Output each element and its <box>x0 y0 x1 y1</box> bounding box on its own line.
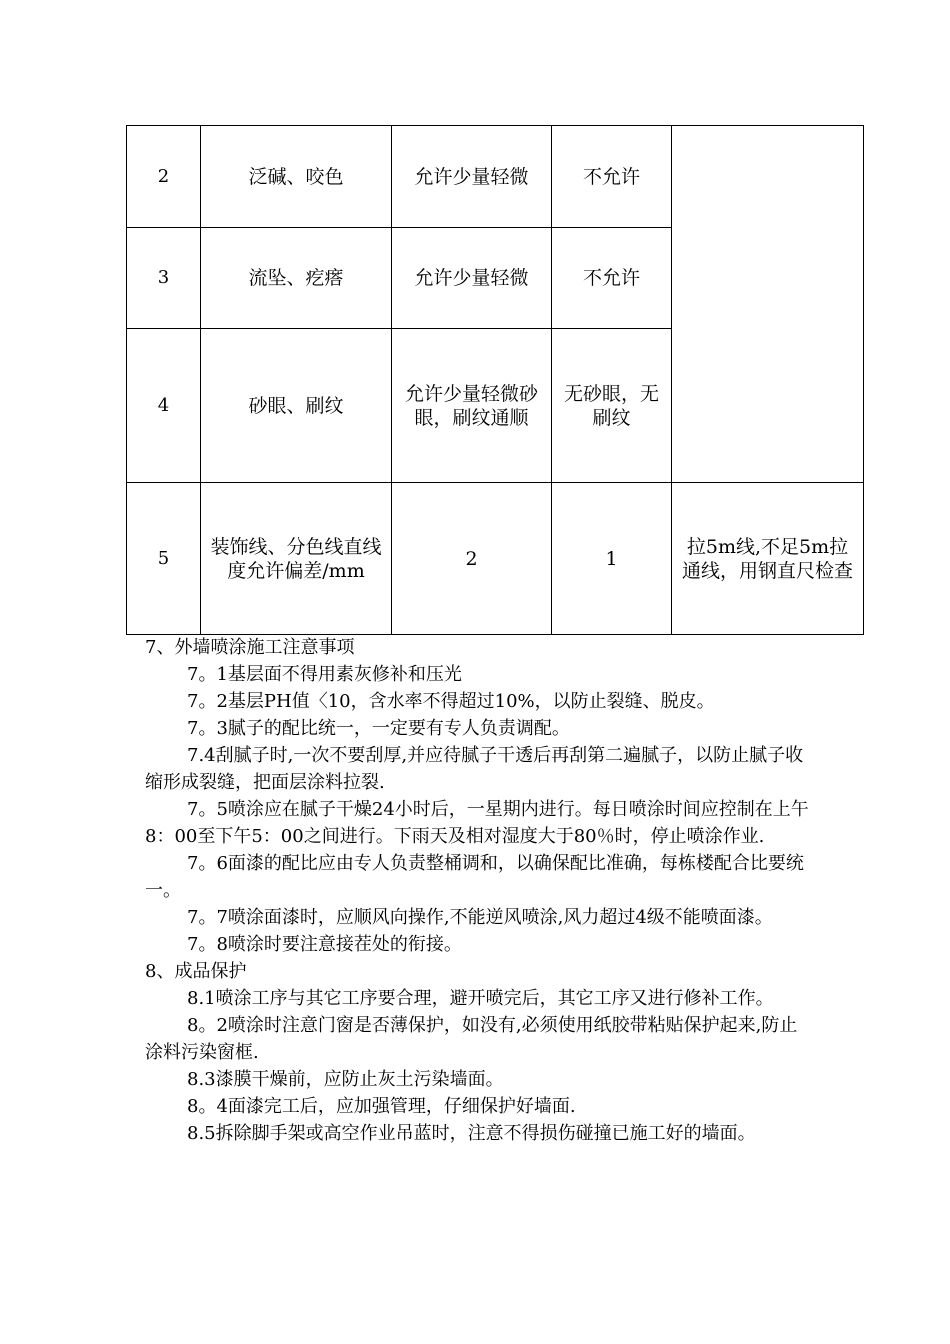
paragraph: 7。7喷涂面漆时，应顺风向操作,不能逆风喷涂,风力超过4级不能喷面漆。 <box>187 907 773 928</box>
paragraph: 8.5拆除脚手架或高空作业吊蓝时，注意不得损伤碰撞已施工好的墙面。 <box>187 1123 756 1144</box>
item-name: 流坠、疙瘩 <box>201 228 392 329</box>
paragraph: 7。3腻子的配比统一，一定要有专人负责调配。 <box>187 718 570 739</box>
row-number: 5 <box>127 483 201 635</box>
table-row <box>127 126 864 228</box>
inspection-method: 拉5m线,不足5m拉通线，用钢直尺检查 <box>672 483 864 635</box>
paragraph: 7。2基层PH值〈10，含水率不得超过10%，以防止裂缝、脱皮。 <box>187 691 715 712</box>
row-number: 2 <box>127 126 201 228</box>
paragraph: 7。8喷涂时要注意接茬处的衔接。 <box>187 934 462 955</box>
section-heading: 8、成品保护 <box>145 961 247 982</box>
paragraph: 8。2喷涂时注意门窗是否薄保护，如没有,必须使用纸胶带粘贴保护起来,防止涂料污染窗框. <box>145 1015 798 1063</box>
paragraph: 7。1基层面不得用素灰修补和压光 <box>187 664 462 685</box>
advanced-grade-value: 无砂眼，无刷纹 <box>552 329 672 483</box>
paragraph: 7.4刮腻子时,一次不要刮厚,并应待腻子干透后再刮第二遍腻子，以防止腻子收缩形成裂缝，把面层涂料拉裂. <box>145 745 804 793</box>
paragraph: 8。4面漆完工后，应加强管理，仔细保护好墙面. <box>187 1096 576 1117</box>
document-body <box>145 634 815 1147</box>
paragraph: 7。5喷涂应在腻子干燥24小时后，一星期内进行。每日喷涂时间应控制在上午8：00至下午5：00之间进行。下雨天及相对湿度大于80％时，停止喷涂作业. <box>145 799 809 847</box>
normal-grade-value: 2 <box>392 483 552 635</box>
section-heading: 7、外墙喷涂施工注意事项 <box>145 637 355 658</box>
paragraph: 8.1喷涂工序与其它工序要合理，避开喷完后，其它工序又进行修补工作。 <box>187 988 774 1009</box>
normal-grade-value: 允许少量轻微 <box>392 126 552 228</box>
advanced-grade-value: 不允许 <box>552 228 672 329</box>
advanced-grade-value: 不允许 <box>552 126 672 228</box>
paragraph: 7。6面漆的配比应由专人负责整桶调和，以确保配比准确，每栋楼配合比要统一。 <box>145 853 804 901</box>
normal-grade-value: 允许少量轻微 <box>392 228 552 329</box>
normal-grade-value: 允许少量轻微砂眼，刷纹通顺 <box>392 329 552 483</box>
item-name: 泛碱、咬色 <box>201 126 392 228</box>
advanced-grade-value: 1 <box>552 483 672 635</box>
quality-standard-table <box>126 125 864 635</box>
item-name: 砂眼、刷纹 <box>201 329 392 483</box>
row-number: 4 <box>127 329 201 483</box>
item-name: 装饰线、分色线直线度允许偏差/mm <box>201 483 392 635</box>
table-row <box>127 483 864 635</box>
row-number: 3 <box>127 228 201 329</box>
inspection-method-empty <box>672 126 864 483</box>
paragraph: 8.3漆膜干燥前，应防止灰土污染墙面。 <box>187 1069 504 1090</box>
